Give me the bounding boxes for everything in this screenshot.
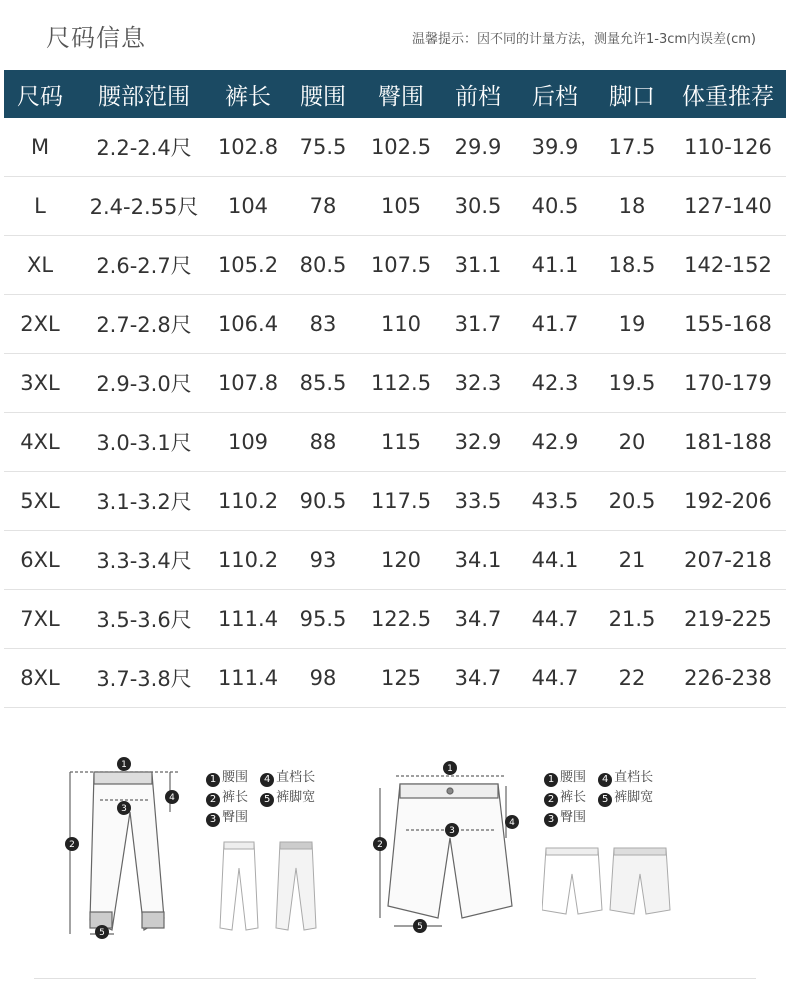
cell-waist: 78 <box>284 177 362 236</box>
legend-item: 1 腰围 <box>544 768 586 788</box>
header-waist-range: 腰部范围 <box>76 70 212 118</box>
cell-waist-range: 3.0-3.1尺 <box>76 413 212 472</box>
cell-pants-length: 102.8 <box>212 118 284 177</box>
table-row <box>4 177 786 236</box>
cell-back-rise: 40.5 <box>516 177 594 236</box>
table-body <box>4 118 786 708</box>
cell-weight: 181-188 <box>670 413 786 472</box>
cell-leg-opening: 17.5 <box>594 118 670 177</box>
cell-front-rise: 34.7 <box>440 649 516 708</box>
cell-waist-range: 2.6-2.7尺 <box>76 236 212 295</box>
cell-waist: 85.5 <box>284 354 362 413</box>
cell-waist: 90.5 <box>284 472 362 531</box>
cell-hip: 102.5 <box>362 118 440 177</box>
header-weight: 体重推荐 <box>670 70 786 118</box>
cell-pants-length: 104 <box>212 177 284 236</box>
cell-weight: 219-225 <box>670 590 786 649</box>
cell-pants-length: 110.2 <box>212 472 284 531</box>
table-row <box>4 118 786 177</box>
cell-leg-opening: 18 <box>594 177 670 236</box>
cell-front-rise: 31.1 <box>440 236 516 295</box>
page-header <box>0 0 790 68</box>
cell-weight: 142-152 <box>670 236 786 295</box>
cell-back-rise: 44.1 <box>516 531 594 590</box>
cell-pants-length: 111.4 <box>212 649 284 708</box>
cell-waist: 95.5 <box>284 590 362 649</box>
cell-size: 5XL <box>4 472 76 531</box>
table-row <box>4 590 786 649</box>
cell-front-rise: 34.7 <box>440 590 516 649</box>
cell-waist: 88 <box>284 413 362 472</box>
cell-leg-opening: 19.5 <box>594 354 670 413</box>
cell-waist: 80.5 <box>284 236 362 295</box>
cell-hip: 125 <box>362 649 440 708</box>
marker-1: 1 <box>447 764 453 774</box>
long-pants-diagram <box>60 752 200 942</box>
cell-front-rise: 30.5 <box>440 177 516 236</box>
header-leg-opening: 脚口 <box>594 70 670 118</box>
cell-leg-opening: 18.5 <box>594 236 670 295</box>
cell-hip: 105 <box>362 177 440 236</box>
legend-item: 1 腰围 <box>206 768 248 788</box>
legend-item: 3 臀围 <box>206 808 248 828</box>
marker-2: 2 <box>69 840 75 850</box>
header-hip: 臀围 <box>362 70 440 118</box>
cell-leg-opening: 21 <box>594 531 670 590</box>
cell-weight: 170-179 <box>670 354 786 413</box>
pants-thumbnails <box>218 838 338 938</box>
cell-size: L <box>4 177 76 236</box>
cell-size: 6XL <box>4 531 76 590</box>
cell-pants-length: 107.8 <box>212 354 284 413</box>
header-pants-length: 裤长 <box>212 70 284 118</box>
bottom-divider <box>34 978 756 979</box>
legend-item: 3 臀围 <box>544 808 586 828</box>
cell-hip: 107.5 <box>362 236 440 295</box>
cell-back-rise: 44.7 <box>516 649 594 708</box>
marker-5: 5 <box>99 928 105 938</box>
marker-2: 2 <box>377 840 383 850</box>
cell-weight: 155-168 <box>670 295 786 354</box>
table-row <box>4 413 786 472</box>
cell-front-rise: 32.9 <box>440 413 516 472</box>
cell-leg-opening: 20.5 <box>594 472 670 531</box>
cell-size: M <box>4 118 76 177</box>
cell-pants-length: 109 <box>212 413 284 472</box>
cell-waist-range: 2.7-2.8尺 <box>76 295 212 354</box>
cell-back-rise: 42.9 <box>516 413 594 472</box>
cell-back-rise: 39.9 <box>516 118 594 177</box>
cell-size: 3XL <box>4 354 76 413</box>
cell-front-rise: 32.3 <box>440 354 516 413</box>
shorts-diagram <box>366 758 536 938</box>
cell-leg-opening: 19 <box>594 295 670 354</box>
measurement-diagrams <box>0 740 790 960</box>
legend-item: 2 裤长 <box>544 788 586 808</box>
cell-size: 8XL <box>4 649 76 708</box>
header-waist: 腰围 <box>284 70 362 118</box>
cell-hip: 122.5 <box>362 590 440 649</box>
table-row <box>4 649 786 708</box>
legend-item: 5 裤脚宽 <box>598 788 653 808</box>
legend-item: 2 裤长 <box>206 788 248 808</box>
cell-waist-range: 2.2-2.4尺 <box>76 118 212 177</box>
cell-size: XL <box>4 236 76 295</box>
marker-5: 5 <box>417 922 423 932</box>
cell-leg-opening: 22 <box>594 649 670 708</box>
marker-3: 3 <box>121 804 127 814</box>
cell-pants-length: 106.4 <box>212 295 284 354</box>
cell-back-rise: 44.7 <box>516 590 594 649</box>
cell-front-rise: 29.9 <box>440 118 516 177</box>
cell-pants-length: 110.2 <box>212 531 284 590</box>
cell-size: 4XL <box>4 413 76 472</box>
marker-4: 4 <box>509 818 515 828</box>
cell-back-rise: 41.1 <box>516 236 594 295</box>
cell-weight: 192-206 <box>670 472 786 531</box>
cell-pants-length: 111.4 <box>212 590 284 649</box>
table-row <box>4 295 786 354</box>
page-title: 尺码信息 <box>46 24 146 52</box>
cell-size: 2XL <box>4 295 76 354</box>
legend-item: 4 直档长 <box>598 768 653 788</box>
table-row <box>4 354 786 413</box>
table-row <box>4 472 786 531</box>
pants-legend <box>206 768 346 828</box>
header-size: 尺码 <box>4 70 76 118</box>
cell-pants-length: 105.2 <box>212 236 284 295</box>
cell-weight: 226-238 <box>670 649 786 708</box>
marker-1: 1 <box>121 760 127 770</box>
cell-hip: 117.5 <box>362 472 440 531</box>
table-row <box>4 236 786 295</box>
legend-item: 5 裤脚宽 <box>260 788 315 808</box>
cell-back-rise: 43.5 <box>516 472 594 531</box>
cell-weight: 207-218 <box>670 531 786 590</box>
size-chart-table <box>4 70 786 708</box>
cell-front-rise: 31.7 <box>440 295 516 354</box>
cell-hip: 115 <box>362 413 440 472</box>
shorts-legend <box>544 768 684 828</box>
cell-hip: 110 <box>362 295 440 354</box>
cell-back-rise: 42.3 <box>516 354 594 413</box>
cell-waist-range: 2.4-2.55尺 <box>76 177 212 236</box>
cell-waist-range: 3.5-3.6尺 <box>76 590 212 649</box>
marker-3: 3 <box>449 826 455 836</box>
marker-4: 4 <box>169 793 175 803</box>
cell-waist: 75.5 <box>284 118 362 177</box>
measurement-hint: 温馨提示：因不同的计量方法，测量允许1-3cm内误差(cm) <box>412 32 756 47</box>
cell-size: 7XL <box>4 590 76 649</box>
header-back-rise: 后档 <box>516 70 594 118</box>
cell-front-rise: 34.1 <box>440 531 516 590</box>
cell-waist-range: 3.1-3.2尺 <box>76 472 212 531</box>
table-row <box>4 531 786 590</box>
cell-leg-opening: 20 <box>594 413 670 472</box>
cell-weight: 127-140 <box>670 177 786 236</box>
cell-leg-opening: 21.5 <box>594 590 670 649</box>
cell-hip: 112.5 <box>362 354 440 413</box>
cell-hip: 120 <box>362 531 440 590</box>
cell-front-rise: 33.5 <box>440 472 516 531</box>
shorts-thumbnails <box>542 844 672 924</box>
table-header-row <box>4 70 786 118</box>
cell-waist-range: 3.7-3.8尺 <box>76 649 212 708</box>
cell-waist: 83 <box>284 295 362 354</box>
header-front-rise: 前档 <box>440 70 516 118</box>
legend-item: 4 直档长 <box>260 768 315 788</box>
cell-waist-range: 2.9-3.0尺 <box>76 354 212 413</box>
cell-waist: 93 <box>284 531 362 590</box>
cell-waist: 98 <box>284 649 362 708</box>
cell-back-rise: 41.7 <box>516 295 594 354</box>
cell-weight: 110-126 <box>670 118 786 177</box>
cell-waist-range: 3.3-3.4尺 <box>76 531 212 590</box>
